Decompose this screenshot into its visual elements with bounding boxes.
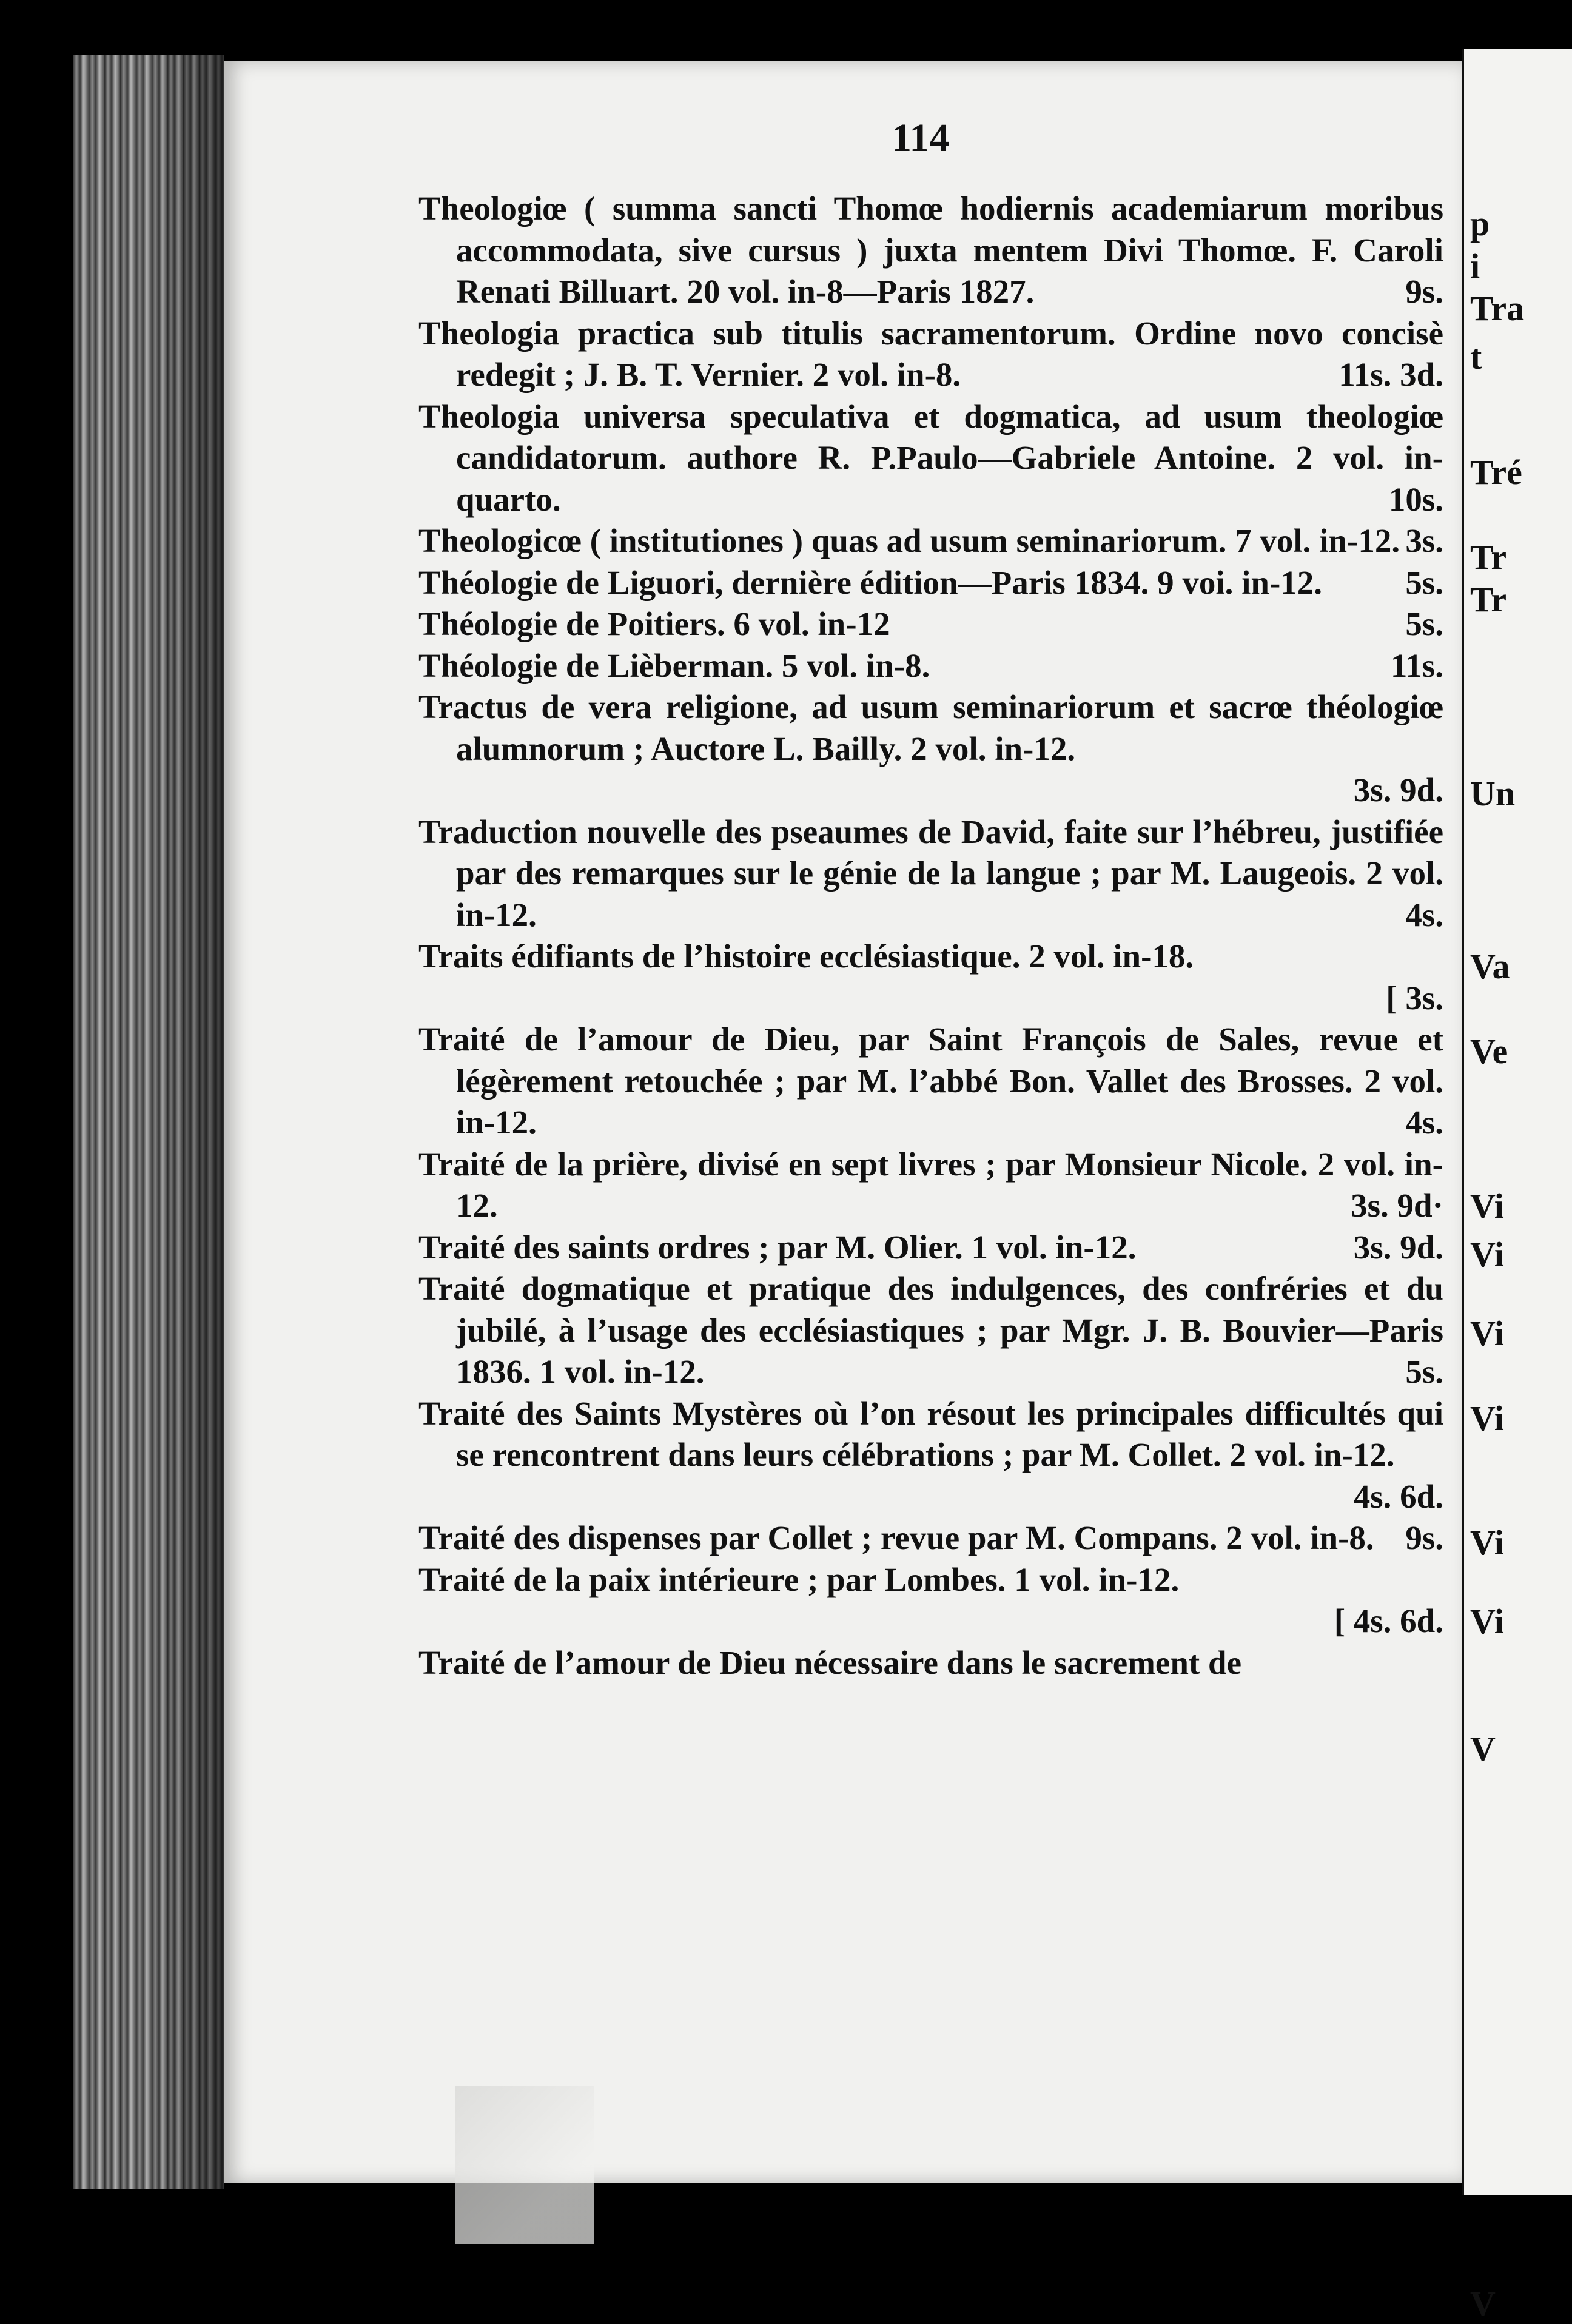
catalogue-entry — [418, 1642, 1443, 1684]
catalogue-entry — [418, 936, 1443, 978]
facing-fragment: Vi — [1470, 1235, 1504, 1274]
entry-title: Tractus de vera religione, ad usum seminariorum et sacrœ théologiœ alumnorum ; Auctore L. Bailly. 2 vol. in-12. — [418, 688, 1443, 767]
entry-title: Theologia universa speculativa et dogmatica, ad usum theologiœ candidatorum. authore R. P.Paulo—Gabriele Antoine. 2 vol. in-quarto. — [418, 397, 1443, 518]
catalogue-entry — [418, 313, 1443, 396]
gutter-shadow — [152, 55, 224, 2189]
catalogue-entry — [418, 562, 1443, 604]
entry-price: 4s. — [1405, 1104, 1443, 1141]
entry-title: Theologicœ ( institutiones ) quas ad usum seminariorum. 7 vol. in-12. — [418, 522, 1400, 559]
catalogue-entry — [418, 603, 1443, 645]
facing-fragment: Tra — [1470, 289, 1525, 328]
entry-title: Traité de la prière, divisé en sept livres ; par Monsieur Nicole. 2 vol. in-12. — [418, 1145, 1443, 1224]
catalogue-entry — [418, 1393, 1443, 1515]
entry-price: 5s. — [1405, 563, 1443, 601]
entry-price: 9s. — [1405, 1519, 1443, 1556]
facing-fragment: i — [1470, 246, 1480, 286]
entry-price: 3s. 9d. — [1353, 771, 1443, 808]
catalogue-entries — [418, 188, 1443, 1684]
facing-fragment: Tr — [1470, 580, 1507, 619]
facing-fragment: Tr — [1470, 537, 1507, 577]
entry-price: [ 4s. 6d. — [1334, 1602, 1443, 1639]
catalogue-entry — [418, 396, 1443, 521]
entry-price: 11s. — [1390, 646, 1443, 684]
entry-title: Traduction nouvelle des pseaumes de David, faite sur l’hébreu, justifiée par des remarques sur le génie de la langue ; par M. Laugeois. 2 vol. in-12. — [418, 813, 1443, 933]
facing-fragment: V — [1470, 2284, 1496, 2323]
catalogue-entry — [418, 1517, 1443, 1559]
entry-title: Theologiœ ( summa sancti Thomœ hodiernis academiarum moribus accommodata, sive cursus ) juxta mentem Divi Thomœ. F. Caroli Renati Billuart. 20 vol. in-8—Paris 1827. — [418, 190, 1443, 310]
entry-title: Traité de la paix intérieure ; par Lombes. 1 vol. in-12. — [418, 1560, 1180, 1598]
entry-title: Traité des saints ordres ; par M. Olier. 1 vol. in-12. — [418, 1228, 1137, 1266]
entry-title: Traité de l’amour de Dieu nécessaire dans le sacrement de — [418, 1644, 1241, 1681]
entry-price: 9s. — [1405, 273, 1443, 310]
catalogue-entry — [418, 1019, 1443, 1144]
facing-fragment: Vi — [1470, 1602, 1504, 1641]
entry-title: Traité de l’amour de Dieu, par Saint François de Sales, revue et légèrement retouchée ; par M. l’abbé Bon. Vallet des Brosses. 2 vol. in-12. — [418, 1021, 1443, 1141]
facing-fragment: Vi — [1470, 1399, 1504, 1438]
entry-title: Théologie de Poitiers. 6 vol. in-12 — [418, 605, 890, 642]
entry-price: 4s. — [1405, 896, 1443, 933]
facing-fragment: Tré — [1470, 452, 1522, 492]
facing-fragment: Vi — [1470, 1523, 1504, 1562]
catalogue-entry — [418, 645, 1443, 687]
facing-fragment: Vi — [1470, 1186, 1504, 1226]
catalogue-entry — [418, 1144, 1443, 1227]
page-corner-stain — [455, 2086, 594, 2244]
entry-price: [ 3s. — [1386, 979, 1443, 1016]
entry-title: Traité dogmatique et pratique des indulgences, des confréries et du jubilé, à l’usage des ecclésiastiques ; par Mgr. J. B. Bouvier—Paris 1836. 1 vol. in-12. — [418, 1270, 1443, 1390]
entry-title: Theologia practica sub titulis sacramentorum. Ordine novo concisè redegit ; J. B. T. Vernier. 2 vol. in-8. — [418, 314, 1443, 393]
catalogue-entry — [418, 1268, 1443, 1393]
facing-fragment: V — [1470, 1729, 1496, 1768]
entry-price: 4s. 6d. — [1353, 1477, 1443, 1515]
entry-title: Traité des dispenses par Collet ; revue par M. Compans. 2 vol. in-8. — [418, 1519, 1374, 1556]
facing-fragment: t — [1470, 337, 1482, 377]
catalogue-entry — [418, 1559, 1443, 1601]
facing-fragment: Va — [1470, 947, 1510, 986]
entry-title: Théologie de Lièberman. 5 vol. in-8. — [418, 646, 930, 684]
entry-title: Traits édifiants de l’histoire ecclésiastique. 2 vol. in-18. — [418, 938, 1194, 975]
entry-price: 3s. 9d· — [1351, 1187, 1443, 1224]
entry-price: 5s. — [1405, 605, 1443, 642]
entry-price: 11s. 3d. — [1339, 356, 1443, 393]
facing-fragment: Vi — [1470, 1314, 1504, 1353]
entry-title: Théologie de Liguori, dernière édition—Paris 1834. 9 voi. in-12. — [418, 563, 1323, 601]
catalogue-entry — [418, 520, 1443, 562]
facing-fragment: Un — [1470, 774, 1516, 813]
facing-fragment: Ve — [1470, 1032, 1508, 1071]
entry-price: 10s. — [1388, 480, 1443, 518]
catalogue-entry — [418, 1227, 1443, 1269]
entry-price: 5s. — [1405, 1353, 1443, 1390]
catalogue-entry — [418, 188, 1443, 313]
facing-fragment: p — [1470, 204, 1490, 243]
catalogue-entry — [418, 811, 1443, 936]
page-number: 114 — [892, 116, 950, 160]
entry-price: 3s. — [1405, 522, 1443, 559]
catalogue-entry — [418, 687, 1443, 770]
entry-title: Traité des Saints Mystères où l’on résout les principales difficultés qui se rencontrent dans leurs célébrations ; par M. Collet. 2 vol. in-12. — [418, 1394, 1443, 1473]
entry-price: 3s. 9d. — [1353, 1228, 1443, 1266]
facing-page-edge — [1462, 49, 1572, 2323]
